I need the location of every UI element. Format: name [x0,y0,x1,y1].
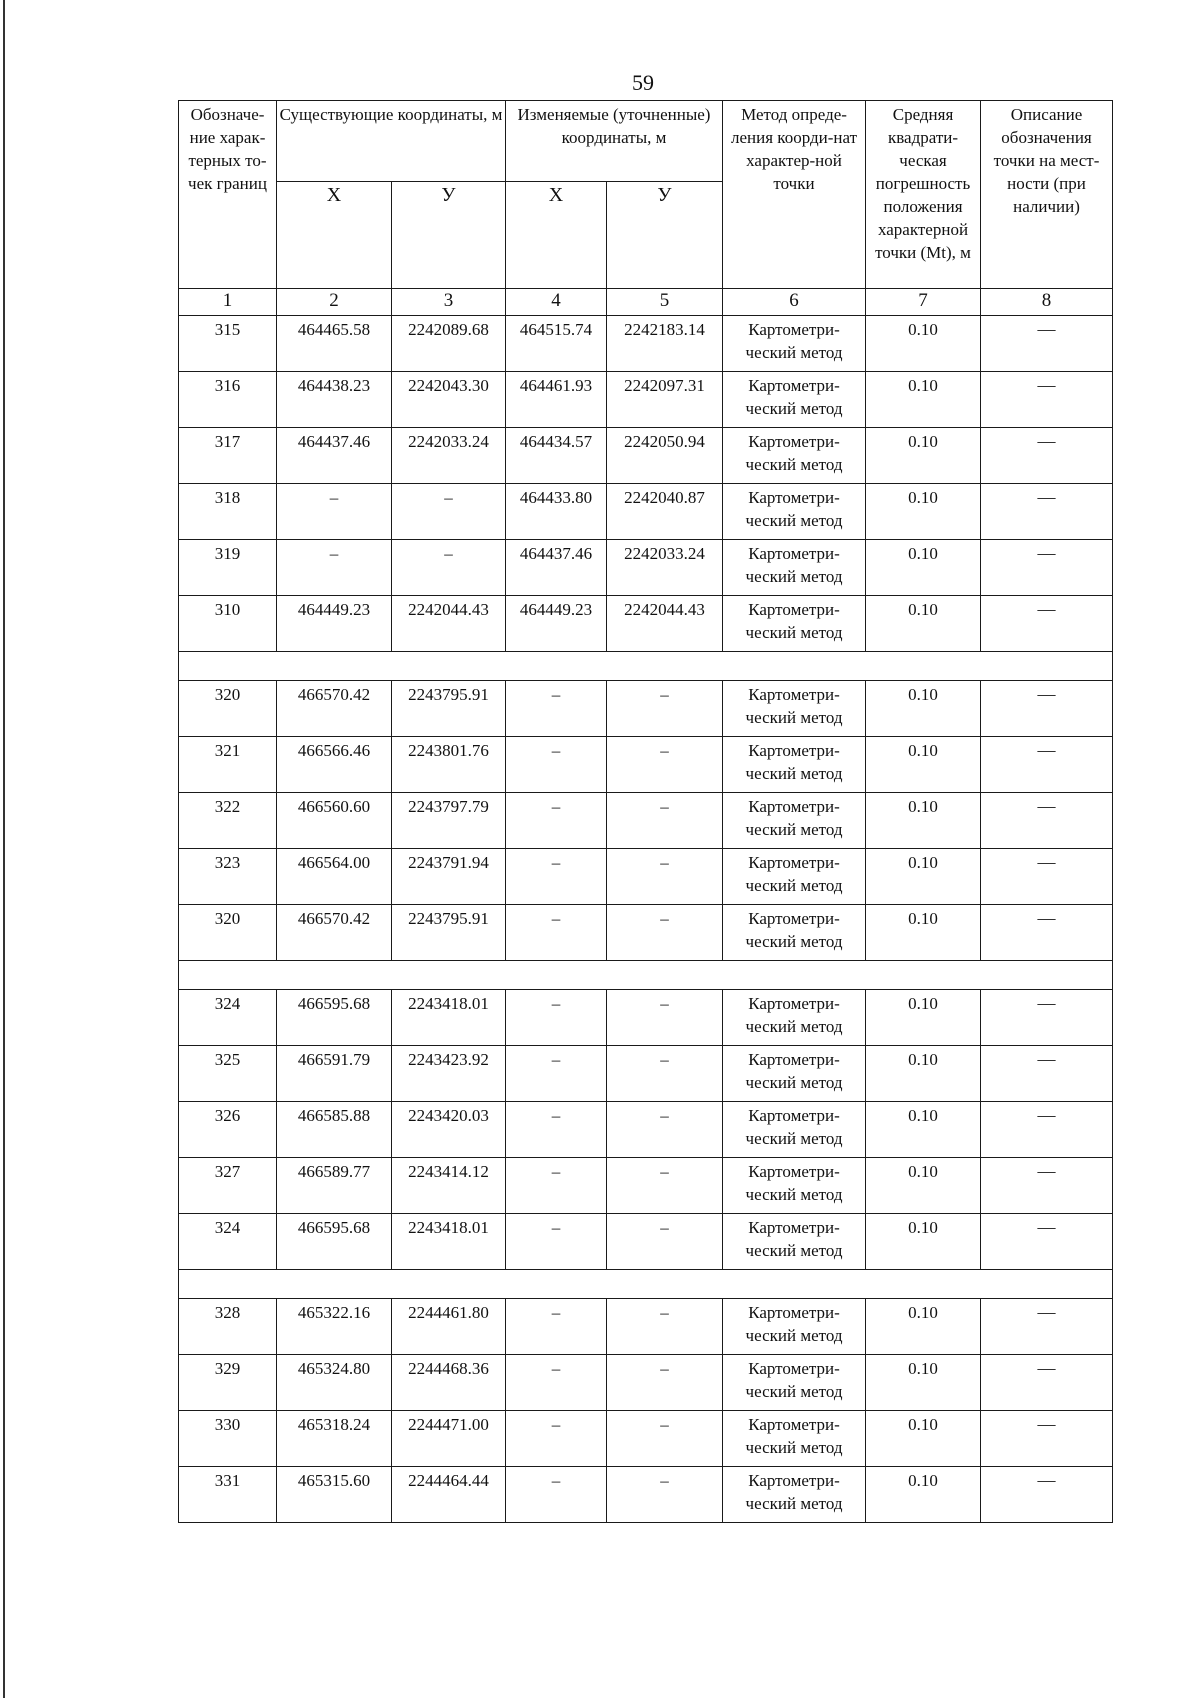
cell-method: Картометри-ческий метод [723,1046,866,1102]
cell-changed-x: – [506,1214,607,1270]
cell-point-number: 319 [179,540,277,596]
cell-mean-square-error: 0.10 [866,428,981,484]
cell-changed-y: 2242033.24 [607,540,723,596]
cell-point-number: 321 [179,737,277,793]
cell-changed-y: – [607,1158,723,1214]
table-row [179,1158,1113,1214]
cell-changed-y: – [607,1214,723,1270]
cell-method: Картометри-ческий метод [723,793,866,849]
cell-method: Картометри-ческий метод [723,737,866,793]
cell-method: Картометри-ческий метод [723,681,866,737]
cell-changed-x: – [506,1158,607,1214]
column-number-row [179,289,1113,316]
cell-mean-square-error: 0.10 [866,990,981,1046]
cell-changed-x: – [506,681,607,737]
cell-existing-x: 466570.42 [277,905,392,961]
cell-existing-x: 466595.68 [277,990,392,1046]
cell-existing-x: 464438.23 [277,372,392,428]
cell-existing-x: 466564.00 [277,849,392,905]
cell-changed-x: – [506,1411,607,1467]
cell-method: Картометри-ческий метод [723,1355,866,1411]
table-header [179,101,1113,316]
cell-description: — [981,316,1113,372]
cell-existing-y: 2244464.44 [392,1467,506,1523]
cell-changed-y: – [607,990,723,1046]
cell-changed-x: – [506,1046,607,1102]
table-row [179,316,1113,372]
cell-changed-x: 464437.46 [506,540,607,596]
cell-description: — [981,905,1113,961]
cell-existing-y: 2242089.68 [392,316,506,372]
cell-mean-square-error: 0.10 [866,540,981,596]
header-row-main [179,101,1113,182]
cell-point-number: 328 [179,1299,277,1355]
cell-changed-x: – [506,1299,607,1355]
cell-mean-square-error: 0.10 [866,316,981,372]
cell-changed-y: 2242097.31 [607,372,723,428]
cell-mean-square-error: 0.10 [866,1102,981,1158]
header-existing-x: Х [277,182,392,289]
cell-changed-y: 2242050.94 [607,428,723,484]
cell-changed-y: – [607,681,723,737]
group-separator-cell [179,652,1113,681]
header-point-description: Описание обозначения точки на мест-ности (при наличии) [981,101,1113,289]
column-number: 3 [392,289,506,316]
cell-mean-square-error: 0.10 [866,737,981,793]
table-row [179,1411,1113,1467]
column-number: 4 [506,289,607,316]
cell-existing-x: – [277,540,392,596]
cell-existing-x: 466591.79 [277,1046,392,1102]
cell-existing-y: 2243801.76 [392,737,506,793]
table-body [179,316,1113,1523]
page-number: 59 [632,70,654,95]
table-row [179,596,1113,652]
cell-method: Картометри-ческий метод [723,1411,866,1467]
cell-point-number: 320 [179,905,277,961]
header-existing-y: У [392,182,506,289]
table-row [179,540,1113,596]
cell-existing-x: – [277,484,392,540]
cell-method: Картометри-ческий метод [723,596,866,652]
coordinates-table [178,100,1113,1523]
cell-existing-x: 464465.58 [277,316,392,372]
table-row [179,737,1113,793]
group-separator-row [179,1270,1113,1299]
cell-description: — [981,1158,1113,1214]
cell-changed-x: 464434.57 [506,428,607,484]
table-row [179,849,1113,905]
cell-mean-square-error: 0.10 [866,1355,981,1411]
table-row [179,1355,1113,1411]
cell-description: — [981,428,1113,484]
cell-description: — [981,596,1113,652]
cell-method: Картометри-ческий метод [723,540,866,596]
cell-mean-square-error: 0.10 [866,1214,981,1270]
cell-changed-x: – [506,737,607,793]
cell-description: — [981,1102,1113,1158]
cell-method: Картометри-ческий метод [723,372,866,428]
table-row [179,372,1113,428]
cell-existing-y: 2244461.80 [392,1299,506,1355]
cell-point-number: 324 [179,1214,277,1270]
cell-existing-x: 465315.60 [277,1467,392,1523]
cell-mean-square-error: 0.10 [866,905,981,961]
cell-method: Картометри-ческий метод [723,316,866,372]
cell-mean-square-error: 0.10 [866,1158,981,1214]
cell-existing-y: 2244468.36 [392,1355,506,1411]
page-edge-line [3,0,5,1698]
column-number: 1 [179,289,277,316]
cell-mean-square-error: 0.10 [866,484,981,540]
cell-point-number: 320 [179,681,277,737]
table-row [179,428,1113,484]
cell-changed-y: – [607,1046,723,1102]
cell-mean-square-error: 0.10 [866,1411,981,1467]
cell-existing-x: 465322.16 [277,1299,392,1355]
cell-existing-x: 465318.24 [277,1411,392,1467]
cell-existing-y: 2243418.01 [392,990,506,1046]
cell-method: Картометри-ческий метод [723,428,866,484]
header-mean-square-error: Средняя квадрати-ческая погрешность положения характерной точки (Mt), м [866,101,981,289]
cell-changed-x: – [506,793,607,849]
cell-changed-x: – [506,1467,607,1523]
cell-changed-y: 2242044.43 [607,596,723,652]
cell-method: Картометри-ческий метод [723,1214,866,1270]
column-number: 2 [277,289,392,316]
cell-existing-y: 2242043.30 [392,372,506,428]
cell-changed-y: – [607,1355,723,1411]
cell-changed-y: 2242183.14 [607,316,723,372]
cell-mean-square-error: 0.10 [866,596,981,652]
cell-description: — [981,849,1113,905]
table-row [179,484,1113,540]
cell-method: Картометри-ческий метод [723,1299,866,1355]
cell-description: — [981,1411,1113,1467]
table-row [179,905,1113,961]
table-row [179,1467,1113,1523]
cell-description: — [981,1355,1113,1411]
cell-mean-square-error: 0.10 [866,372,981,428]
cell-point-number: 322 [179,793,277,849]
column-number: 7 [866,289,981,316]
cell-changed-y: – [607,849,723,905]
cell-point-number: 317 [179,428,277,484]
cell-changed-x: 464461.93 [506,372,607,428]
group-separator-row [179,961,1113,990]
cell-method: Картометри-ческий метод [723,1102,866,1158]
cell-existing-x: 465324.80 [277,1355,392,1411]
table-row [179,681,1113,737]
table-row [179,990,1113,1046]
cell-description: — [981,372,1113,428]
column-number: 6 [723,289,866,316]
cell-existing-y: 2242044.43 [392,596,506,652]
cell-existing-x: 466585.88 [277,1102,392,1158]
cell-existing-x: 466589.77 [277,1158,392,1214]
cell-description: — [981,793,1113,849]
group-separator-row [179,652,1113,681]
cell-existing-y: – [392,540,506,596]
cell-existing-x: 466595.68 [277,1214,392,1270]
cell-existing-y: 2243423.92 [392,1046,506,1102]
cell-point-number: 327 [179,1158,277,1214]
group-separator-cell [179,961,1113,990]
cell-description: — [981,681,1113,737]
cell-existing-y: 2243797.79 [392,793,506,849]
cell-existing-y: 2243795.91 [392,681,506,737]
cell-changed-x: 464433.80 [506,484,607,540]
header-changed-x: Х [506,182,607,289]
table-row [179,1214,1113,1270]
cell-existing-y: – [392,484,506,540]
cell-changed-y: – [607,1299,723,1355]
header-changed-y: У [607,182,723,289]
cell-existing-x: 466566.46 [277,737,392,793]
table-row [179,1299,1113,1355]
cell-existing-y: 2244471.00 [392,1411,506,1467]
cell-method: Картометри-ческий метод [723,1158,866,1214]
cell-changed-y: – [607,1467,723,1523]
column-number: 5 [607,289,723,316]
cell-method: Картометри-ческий метод [723,905,866,961]
cell-existing-x: 464437.46 [277,428,392,484]
cell-method: Картометри-ческий метод [723,990,866,1046]
cell-changed-y: – [607,1411,723,1467]
cell-existing-y: 2243795.91 [392,905,506,961]
cell-existing-x: 464449.23 [277,596,392,652]
cell-description: — [981,990,1113,1046]
cell-point-number: 310 [179,596,277,652]
cell-description: — [981,484,1113,540]
cell-point-number: 316 [179,372,277,428]
cell-point-number: 323 [179,849,277,905]
cell-description: — [981,540,1113,596]
cell-description: — [981,1299,1113,1355]
cell-existing-y: 2243420.03 [392,1102,506,1158]
cell-changed-x: – [506,1102,607,1158]
cell-mean-square-error: 0.10 [866,1299,981,1355]
table-row [179,1102,1113,1158]
cell-description: — [981,1214,1113,1270]
header-existing-coordinates: Существующие координаты, м [277,101,506,182]
cell-point-number: 326 [179,1102,277,1158]
cell-existing-x: 466560.60 [277,793,392,849]
cell-existing-x: 466570.42 [277,681,392,737]
header-method: Метод опреде-ления коорди-нат характер-ной точки [723,101,866,289]
table-row [179,1046,1113,1102]
cell-existing-y: 2243414.12 [392,1158,506,1214]
cell-point-number: 315 [179,316,277,372]
cell-changed-y: – [607,905,723,961]
cell-changed-x: 464515.74 [506,316,607,372]
cell-mean-square-error: 0.10 [866,681,981,737]
cell-changed-y: – [607,1102,723,1158]
cell-point-number: 329 [179,1355,277,1411]
cell-existing-y: 2243418.01 [392,1214,506,1270]
cell-description: — [981,1046,1113,1102]
cell-method: Картометри-ческий метод [723,484,866,540]
cell-mean-square-error: 0.10 [866,1046,981,1102]
cell-mean-square-error: 0.10 [866,849,981,905]
cell-existing-y: 2242033.24 [392,428,506,484]
cell-changed-x: 464449.23 [506,596,607,652]
table-row [179,793,1113,849]
cell-changed-y: – [607,737,723,793]
cell-description: — [981,737,1113,793]
cell-method: Картометри-ческий метод [723,1467,866,1523]
cell-point-number: 318 [179,484,277,540]
header-point-designation: Обозначе-ние харак-терных то-чек границ [179,101,277,289]
cell-mean-square-error: 0.10 [866,793,981,849]
cell-mean-square-error: 0.10 [866,1467,981,1523]
cell-point-number: 324 [179,990,277,1046]
cell-point-number: 331 [179,1467,277,1523]
cell-point-number: 325 [179,1046,277,1102]
cell-existing-y: 2243791.94 [392,849,506,905]
header-changed-coordinates: Изменяемые (уточненные) координаты, м [506,101,723,182]
cell-changed-x: – [506,905,607,961]
cell-changed-x: – [506,849,607,905]
group-separator-cell [179,1270,1113,1299]
cell-method: Картометри-ческий метод [723,849,866,905]
cell-changed-x: – [506,1355,607,1411]
cell-changed-y: – [607,793,723,849]
cell-description: — [981,1467,1113,1523]
cell-point-number: 330 [179,1411,277,1467]
cell-changed-y: 2242040.87 [607,484,723,540]
cell-changed-x: – [506,990,607,1046]
column-number: 8 [981,289,1113,316]
